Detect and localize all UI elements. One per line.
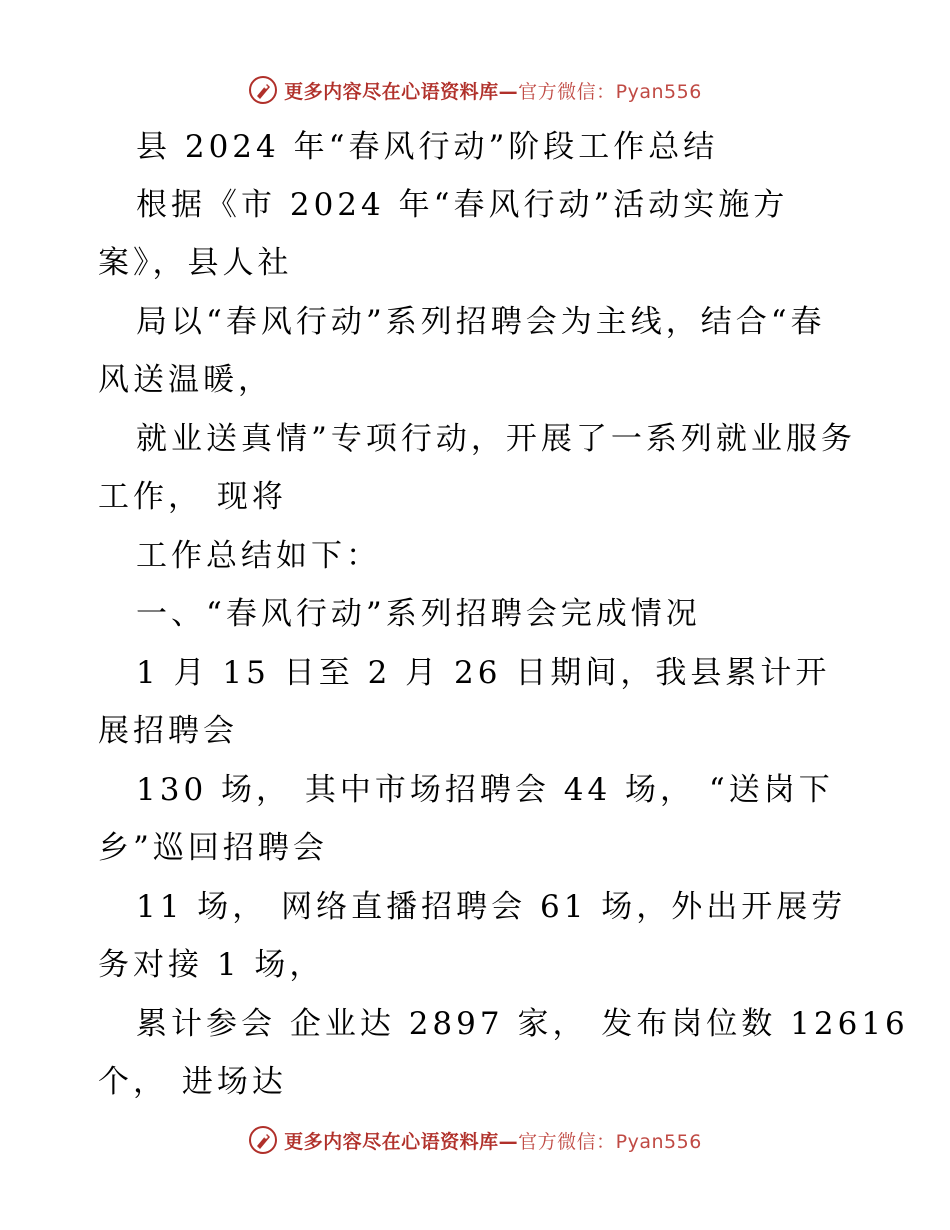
paragraph-line: 乡”巡回招聘会 xyxy=(98,830,328,866)
banner-main-text: 更多内容尽在心语资料库— xyxy=(284,1130,519,1153)
paragraph-line: 工作总结如下： xyxy=(136,538,381,574)
paragraph-line: 根据《市 2024 年“春风行动”活动实施方 xyxy=(136,187,789,223)
document-title: 县 2024 年“春风行动”阶段工作总结 xyxy=(136,129,719,165)
banner-text xyxy=(284,1127,702,1154)
paragraph-line: 累计参会 企业达 2897 家， 发布岗位数 12616 xyxy=(136,1006,909,1042)
banner-main-text: 更多内容尽在心语资料库— xyxy=(284,80,519,103)
paragraph-line: 务对接 1 场， xyxy=(98,947,325,983)
paragraph-line: 局以“春风行动”系列招聘会为主线，结合“春 xyxy=(136,304,826,340)
paragraph-line: 案》，县人社 xyxy=(98,245,293,281)
pen-nib-logo-icon xyxy=(248,1125,278,1155)
paragraph-line: 11 场， 网络直播招聘会 61 场，外出开展劳 xyxy=(136,889,847,925)
paragraph-line: 展招聘会 xyxy=(98,713,238,749)
banner-wechat-text: 官方微信：Pyan556 xyxy=(518,80,702,103)
paragraph-line: 风送温暖， xyxy=(98,362,273,398)
paragraph-line: 130 场， 其中市场招聘会 44 场， “送岗下 xyxy=(136,772,834,808)
footer-banner xyxy=(0,1120,950,1160)
paragraph-line: 工作， 现将 xyxy=(98,479,287,515)
banner-wechat-text: 官方微信：Pyan556 xyxy=(518,1130,702,1153)
paragraph-line: 个， 进场达 xyxy=(98,1064,287,1100)
section-heading: 一、“春风行动”系列招聘会完成情况 xyxy=(136,596,701,632)
paragraph-line: 就业送真情”专项行动，开展了一系列就业服务 xyxy=(136,421,856,457)
paragraph-line: 1 月 15 日至 2 月 26 日期间，我县累计开 xyxy=(136,655,831,691)
